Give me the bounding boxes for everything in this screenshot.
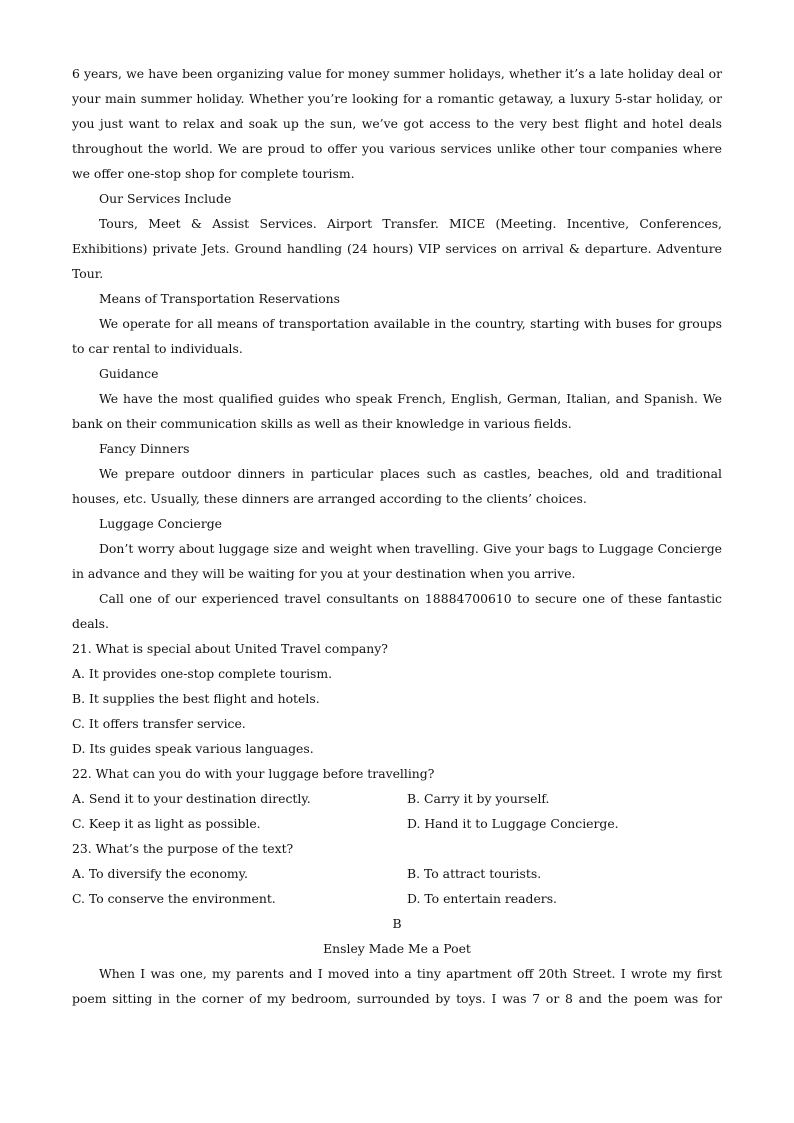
question-23-option-c: C. To conserve the environment. (72, 891, 276, 906)
passage-a-intro: 6 years, we have been organizing value for money summer holidays, whether it’s a late holiday deal or your main summer holiday. Whether you’re looking for a romantic getaway, a luxury 5-star holiday, or you just want to relax and soak up the sun, we’ve got access to the very best flight and hotel deals throughout the world. We are proud to offer you various services unlike other tour companies where we offer one-stop shop for complete tourism. (72, 66, 722, 181)
passage-a-closing: Call one of our experienced travel consultants on 18884700610 to secure one of these fantastic deals. (72, 591, 722, 631)
question-22-option-d: D. Hand it to Luggage Concierge. (407, 816, 619, 831)
question-21-option-a: A. It provides one-stop complete tourism. (72, 666, 333, 681)
question-23-option-d: D. To entertain readers. (407, 891, 557, 906)
question-22-option-b: B. Carry it by yourself. (407, 791, 550, 806)
question-21-option-b: B. It supplies the best flight and hotels. (72, 691, 320, 706)
section-body-transportation: We operate for all means of transportation available in the country, starting with buses for groups to car rental to individuals. (72, 316, 722, 356)
section-heading-transportation: Means of Transportation Reservations (99, 291, 340, 306)
question-22-option-c: C. Keep it as light as possible. (72, 816, 261, 831)
section-body-services: Tours, Meet & Assist Services. Airport Transfer. MICE (Meeting. Incentive, Conferences, Exhibitions) private Jets. Ground handling (24 hours) VIP services on arrival & departure. Adventure Tour. (72, 216, 722, 281)
section-body-guidance: We have the most qualified guides who speak French, English, German, Italian, and Spanish. We bank on their communication skills as well as their knowledge in various fields. (72, 391, 722, 431)
question-23-options-row-2 (72, 886, 722, 911)
document-page (72, 61, 722, 1011)
section-heading-guidance: Guidance (99, 366, 159, 381)
question-22-options-row-2 (72, 811, 722, 836)
passage-b-title: Ensley Made Me a Poet (323, 941, 471, 956)
question-23-option-b: B. To attract tourists. (407, 866, 542, 881)
section-body-luggage: Don’t worry about luggage size and weight when travelling. Give your bags to Luggage Concierge in advance and they will be waiting for you at your destination when you arrive. (72, 541, 722, 581)
question-23-stem: 23. What’s the purpose of the text? (72, 841, 294, 856)
question-22-option-a: A. Send it to your destination directly. (72, 791, 311, 806)
question-23-option-a: A. To diversify the economy. (72, 866, 248, 881)
section-heading-luggage: Luggage Concierge (99, 516, 223, 531)
section-heading-services: Our Services Include (99, 191, 232, 206)
question-22-stem: 22. What can you do with your luggage before travelling? (72, 766, 435, 781)
section-body-dinners: We prepare outdoor dinners in particular places such as castles, beaches, old and traditional houses, etc. Usually, these dinners are arranged according to the clients’ choices. (72, 466, 722, 506)
passage-b-label: B (392, 916, 402, 931)
passage-b-body: When I was one, my parents and I moved into a tiny apartment off 20th Street. I wrote my first poem sitting in the corner of my bedroom, surrounded by toys. I was 7 or 8 and the poem was for (72, 966, 722, 1006)
question-22-options-row-1 (72, 786, 722, 811)
section-heading-dinners: Fancy Dinners (99, 441, 190, 456)
question-23-options-row-1 (72, 861, 722, 886)
question-21-option-c: C. It offers transfer service. (72, 716, 246, 731)
question-21-stem: 21. What is special about United Travel company? (72, 641, 388, 656)
question-21-option-d: D. Its guides speak various languages. (72, 741, 314, 756)
